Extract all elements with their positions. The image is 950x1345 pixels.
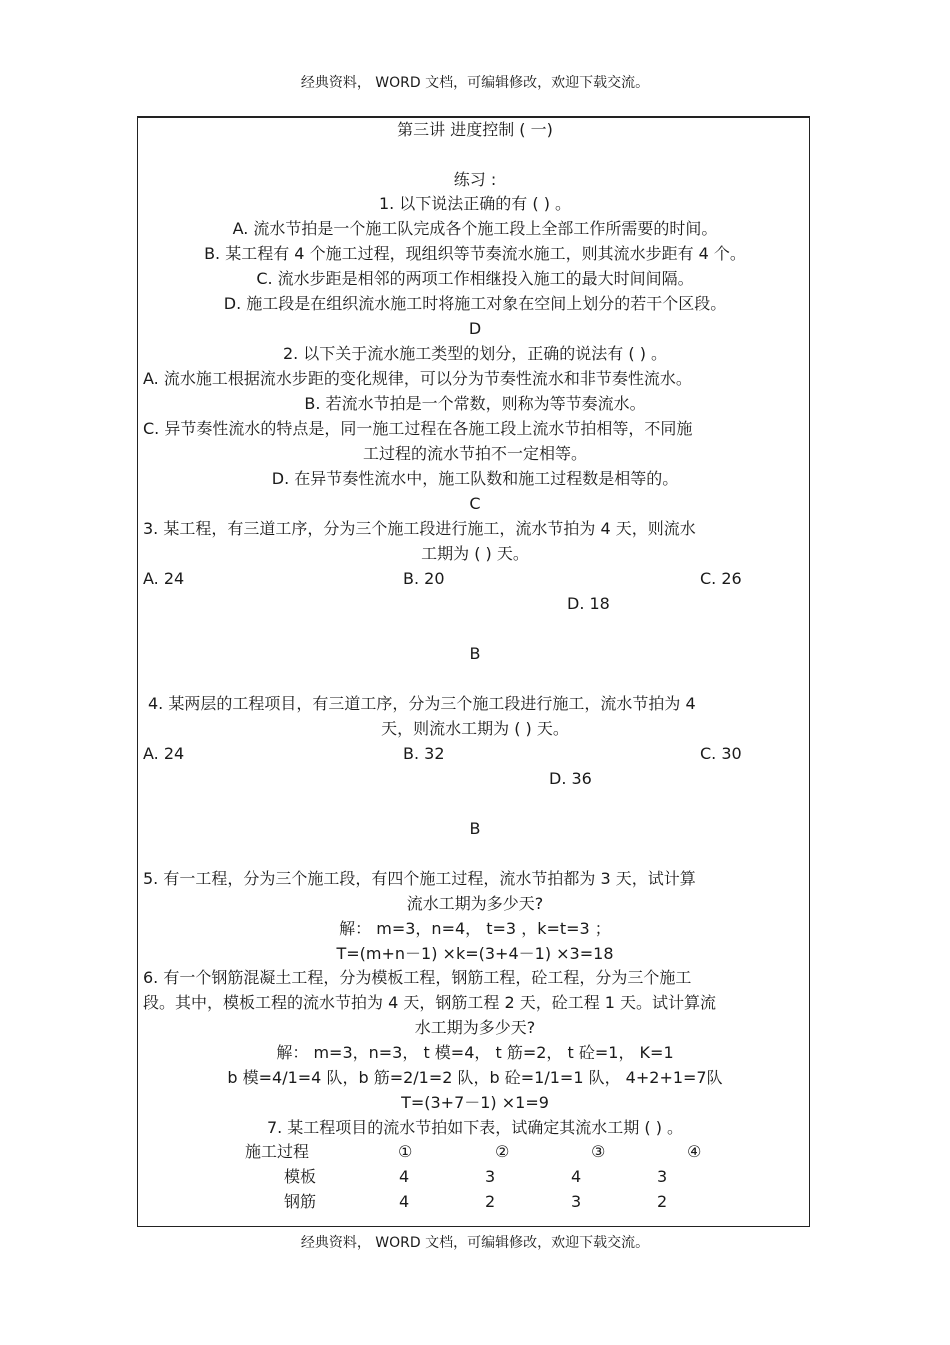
q6-stem-line3: 水工期为多少天? [414,1018,536,1037]
q2-option-c-line1: C. 异节奏性流水的特点是，同一施工过程在各施工段上流水节拍相等，不同施 [143,419,693,438]
q2-option-b: B. 若流水节拍是一个常数，则称为等节奏流水。 [304,394,646,413]
q6-stem-line1: 6. 有一个钢筋混凝土工程，分为模板工程，钢筋工程，砼工程，分为三个施工 [143,968,692,987]
q6-solution-line3: T=(3+7－1) ×1=9 [401,1093,549,1112]
q7-table-header-process: 施工过程 [245,1142,310,1161]
q4-option-a: A. 24 [143,744,185,763]
q2-stem: 2. 以下关于流水施工类型的划分，正确的说法有 ( ) 。 [282,344,668,363]
q7-table-cell: 3 [485,1167,496,1186]
q3-option-d: D. 18 [567,594,610,613]
q7-stem: 7. 某工程项目的流水节拍如下表，试确定其流水工期 ( ) 。 [266,1118,684,1137]
q4-stem-line1: 4. 某两层的工程项目，有三道工序，分为三个施工段进行施工，流水节拍为 4 [148,694,696,713]
q7-table-cell: 3 [571,1192,582,1211]
q5-stem-line2: 流水工期为多少天? [406,894,544,913]
q2-option-d: D. 在异节奏性流水中，施工队数和施工过程数是相等的。 [271,469,679,488]
q7-table-cell: 3 [657,1167,668,1186]
q3-option-b: B. 20 [403,569,445,588]
q7-table-cell: 2 [657,1192,668,1211]
q1-answer: D [468,319,482,338]
q7-table-header-4: ④ [687,1142,702,1161]
q7-table-row-label: 钢筋 [284,1192,317,1211]
q3-stem-line1: 3. 某工程，有三道工序，分为三个施工段进行施工，流水节拍为 4 天，则流水 [143,519,696,538]
q5-solution-line1: 解： m=3，n=4， t=3 ，k=t=3 ； [339,919,611,938]
q1-option-c: C. 流水步距是相邻的两项工作相继投入施工的最大时间间隔。 [256,269,694,288]
q6-stem-line2: 段。其中，模板工程的流水节拍为 4 天，钢筋工程 2 天，砼工程 1 天。试计算流 [143,993,717,1012]
q1-option-b: B. 某工程有 4 个施工过程，现组织等节奏流水施工，则其流水步距有 4 个。 [204,244,746,263]
q7-table-header-2: ② [495,1142,510,1161]
q5-solution-line2: T=(m+n－1) ×k=(3+4－1) ×3=18 [336,944,614,963]
q1-stem: 1. 以下说法正确的有 ( ) 。 [378,194,572,213]
q7-table-cell: 4 [399,1167,410,1186]
q4-option-b: B. 32 [403,744,445,763]
q7-table-cell: 4 [399,1192,410,1211]
q2-option-c-line2: 工过程的流水节拍不一定相等。 [362,444,587,463]
page-header: 经典资料， WORD 文档，可编辑修改，欢迎下载交流。 [300,75,650,91]
q7-table-cell: 4 [571,1167,582,1186]
q3-stem-line2: 工期为 ( ) 天。 [421,544,529,563]
q1-option-a: A. 流水节拍是一个施工队完成各个施工段上全部工作所需要的时间。 [232,219,718,238]
page-footer: 经典资料， WORD 文档，可编辑修改，欢迎下载交流。 [300,1235,650,1251]
q7-table-row-label: 模板 [284,1167,317,1186]
q6-solution-line1: 解： m=3，n=3， t 模=4， t 筋=2， t 砼=1， K=1 [276,1043,674,1062]
q1-option-d: D. 施工段是在组织流水施工时将施工对象在空间上划分的若干个区段。 [223,294,727,313]
q2-option-a: A. 流水施工根据流水步距的变化规律，可以分为节奏性流水和非节奏性流水。 [143,369,692,388]
q4-stem-line2: 天，则流水工期为 ( ) 天。 [381,719,569,738]
practice-label: 练习 : [453,170,497,189]
q3-option-a: A. 24 [143,569,185,588]
q3-option-c: C. 26 [700,569,742,588]
q7-table-header-1: ① [398,1142,413,1161]
q4-answer: B [469,819,481,838]
q4-option-c: C. 30 [700,744,742,763]
q5-stem-line1: 5. 有一工程，分为三个施工段，有四个施工过程，流水节拍都为 3 天，试计算 [143,869,696,888]
q7-table-header-3: ③ [591,1142,606,1161]
q6-solution-line2: b 模=4/1=4 队，b 筋=2/1=2 队，b 砼=1/1=1 队， 4+2+1=7队 [227,1068,723,1087]
lecture-title: 第三讲 进度控制 ( 一) [397,120,553,139]
q2-answer: C [469,494,481,513]
q3-answer: B [469,644,481,663]
q7-table-cell: 2 [485,1192,496,1211]
q4-option-d: D. 36 [549,769,592,788]
